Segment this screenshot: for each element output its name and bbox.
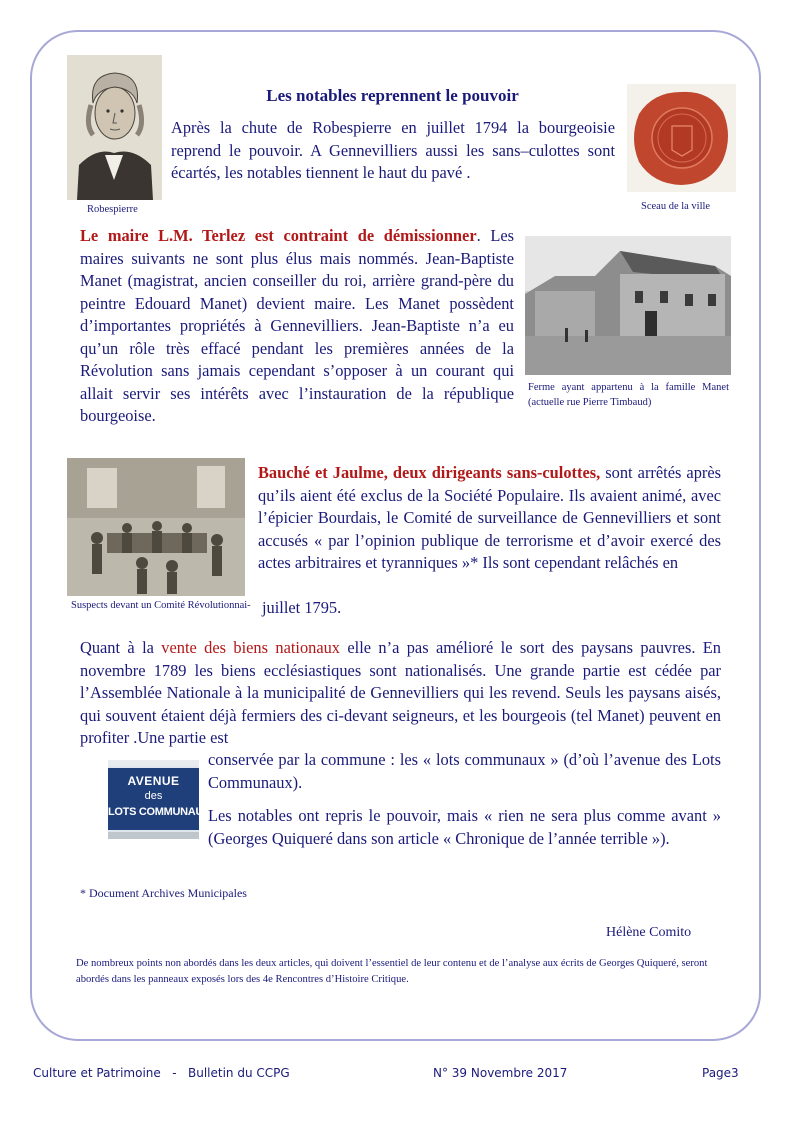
final-paragraph: Les notables ont repris le pouvoir, mais « rien ne sera plus comme avant » (Georges Quiqueré dans son article « Chronique de l’année terrible »). [208,806,721,848]
vente-text: elle n’a pas amélioré le sort des paysans pauvres. En novembre 1789 les biens ecclésiastiques sont nationalisés. Une grande partie est cédée par l’Assemblée Nationale à la municipalité de Gennevilliers qui les revend. Seuls les paysans aisés, qui souvent étaient déjà fermiers des ci-devant seigneurs, et les bourgeois (tel Manet) peuvent en profiter .Une partie est [80,638,721,747]
sign-line-3: LOTS COMMUNAUX [108,806,211,818]
closing-note: De nombreux points non abordés dans les deux articles, qui doivent l’essentiel de leur contenu et de l’analyse aux écrits de Georges Quiqueré, seront abordés dans les panneaux exposés lors des 4e Rencontres d’Histoire Critique. [76,958,708,985]
manet-farm-photo [525,236,731,375]
farm-caption: Ferme ayant appartenu à la famille Manet (actuelle rue Pierre Timbaud) [528,382,729,408]
vente-continuation: conservée par la commune : les « lots communaux » (d’où l’avenue des Lots Communaux). [208,750,721,792]
footnote: * Document Archives Municipales [80,886,247,900]
author: Hélène Comito [606,925,692,940]
bauche-lead: Bauché et Jaulme, deux dirigeants sans-culottes, [258,463,601,482]
maire-lead: Le maire L.M. Terlez est contraint de démissionner [80,226,477,245]
footer-page-number: Page3 [702,1066,739,1080]
street-sign-photo [108,760,211,839]
maire-text: . Les maires suivants ne sont plus élus mais nommés. Jean-Baptiste Manet (magistrat, ancien conseiller du roi, arrière grand-père du peintre Edouard Manet) devient maire. Les Manet possèdent d’importantes propriétés à Gennevilliers. Jean-Baptiste n’a eu qu’un rôle très effacé pendant les premières années de la Révolution sans jamais cependant s’opposer à un courant qui allait servir ses intérêts avec l’instauration de la république bourgeoise. [80,226,514,425]
seal-caption: Sceau de la ville [641,201,711,212]
robespierre-portrait [67,55,162,200]
page-title: Les notables reprennent le pouvoir [266,86,519,105]
sign-line-2: des [144,790,163,802]
committee-caption: Suspects devant un Comité Révolutionnai- [71,600,251,611]
vente-paragraph [80,637,721,750]
intro-paragraph: Après la chute de Robespierre en juillet 1794 la bourgeoisie reprend le pouvoir. A Gennevilliers aussi les sans–culottes sont écartés, les notables tiennent le haut du pavé . [171,118,615,182]
footer-left: Culture et Patrimoine - Bulletin du CCPG [33,1066,290,1080]
street-sign-plate [108,766,211,832]
city-seal-image [627,84,736,192]
footer-center: N° 39 Novembre 2017 [433,1066,568,1080]
maire-paragraph [80,225,514,428]
bauche-paragraph [258,462,721,575]
sign-line-1: AVENUE [127,774,180,788]
vente-pre: Quant à la [80,638,162,657]
bauche-text: sont arrêtés après qu’ils aient été exclus de la Société Populaire. Ils avaient animé, avec l’épicier Bourdais, le Comité de surveillance de Gennevilliers et sont accusés « par l’opinion publique de terrorisme et d’avoir exercé des actes arbitraires et tyranniques »* Ils sont cependant relâchés en [258,463,721,572]
bauche-last-line: juillet 1795. [262,598,342,617]
robespierre-caption: Robespierre [87,204,138,215]
committee-engraving [67,458,245,596]
vente-lead: vente des biens nationaux [161,638,341,657]
